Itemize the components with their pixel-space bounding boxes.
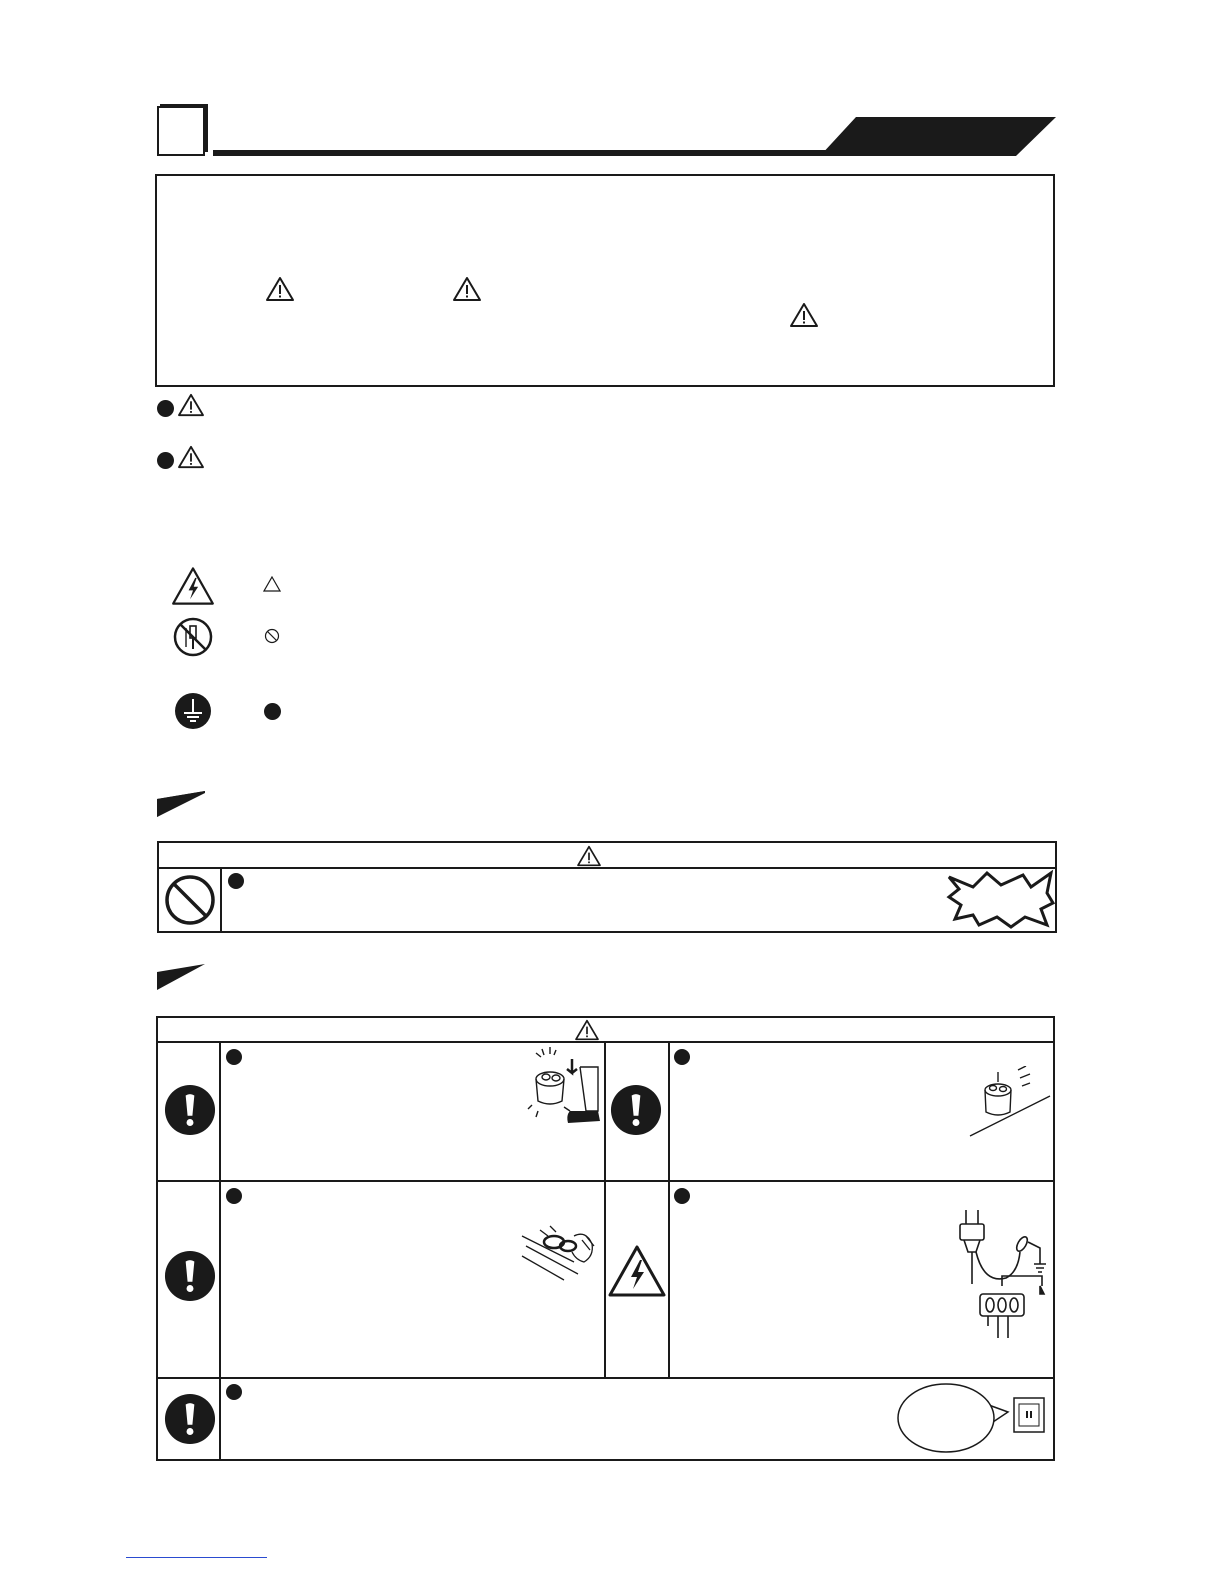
cable-hook-illustration (520, 1222, 604, 1284)
outlet-speech-bubble-illustration (894, 1382, 1054, 1454)
mandatory-icon (164, 1084, 216, 1136)
section-number-box-shadow-right (204, 104, 208, 152)
section-number-box (157, 106, 205, 156)
plug-grounding-illustration (954, 1208, 1054, 1346)
bullet-dot (674, 1049, 690, 1065)
warning-triangle-icon (265, 276, 295, 302)
filled-circle-marker-icon (264, 703, 281, 720)
bullet-dot (228, 873, 244, 889)
warning-triangle-icon (177, 445, 205, 469)
table-header-divider (157, 867, 1057, 869)
intro-text (157, 176, 1053, 208)
bullet-dot (674, 1188, 690, 1204)
warning-triangle-icon (574, 1019, 600, 1041)
bullet-dot (157, 452, 174, 469)
bullet-dot (226, 1049, 242, 1065)
small-triangle-marker-icon (263, 576, 281, 592)
explosion-burst-illustration (943, 869, 1055, 931)
bullet-dot (157, 400, 174, 417)
ground-connection-icon (174, 692, 212, 730)
circle-slash-marker-icon (264, 628, 280, 644)
electric-shock-warning-icon (171, 566, 215, 606)
warning-triangle-icon (177, 393, 205, 417)
bullet-dot (226, 1188, 242, 1204)
section-heading-flag (157, 964, 205, 990)
electric-shock-warning-icon (607, 1244, 667, 1298)
mandatory-icon (164, 1393, 216, 1445)
center-column-divider (604, 1041, 606, 1378)
drop-impact-illustration (526, 1045, 604, 1127)
footer-link-underline[interactable] (126, 1557, 267, 1558)
icon-column-divider (219, 1041, 221, 1461)
do-not-disassemble-icon (173, 617, 213, 657)
mandatory-icon (610, 1084, 662, 1136)
section-number-box-shadow-top (160, 104, 208, 108)
warning-triangle-icon (452, 276, 482, 302)
mandatory-icon (164, 1250, 216, 1302)
tilted-unit-illustration (968, 1066, 1052, 1140)
prohibited-icon (164, 874, 216, 926)
header-tab (820, 117, 1056, 156)
warning-triangle-icon (576, 845, 602, 867)
icon-column-divider (220, 867, 222, 933)
warning-triangle-icon (789, 302, 819, 328)
section-heading-flag (157, 791, 205, 817)
icon-column-divider (668, 1041, 670, 1378)
caution-table-1 (157, 841, 1057, 933)
bullet-dot (226, 1384, 242, 1400)
